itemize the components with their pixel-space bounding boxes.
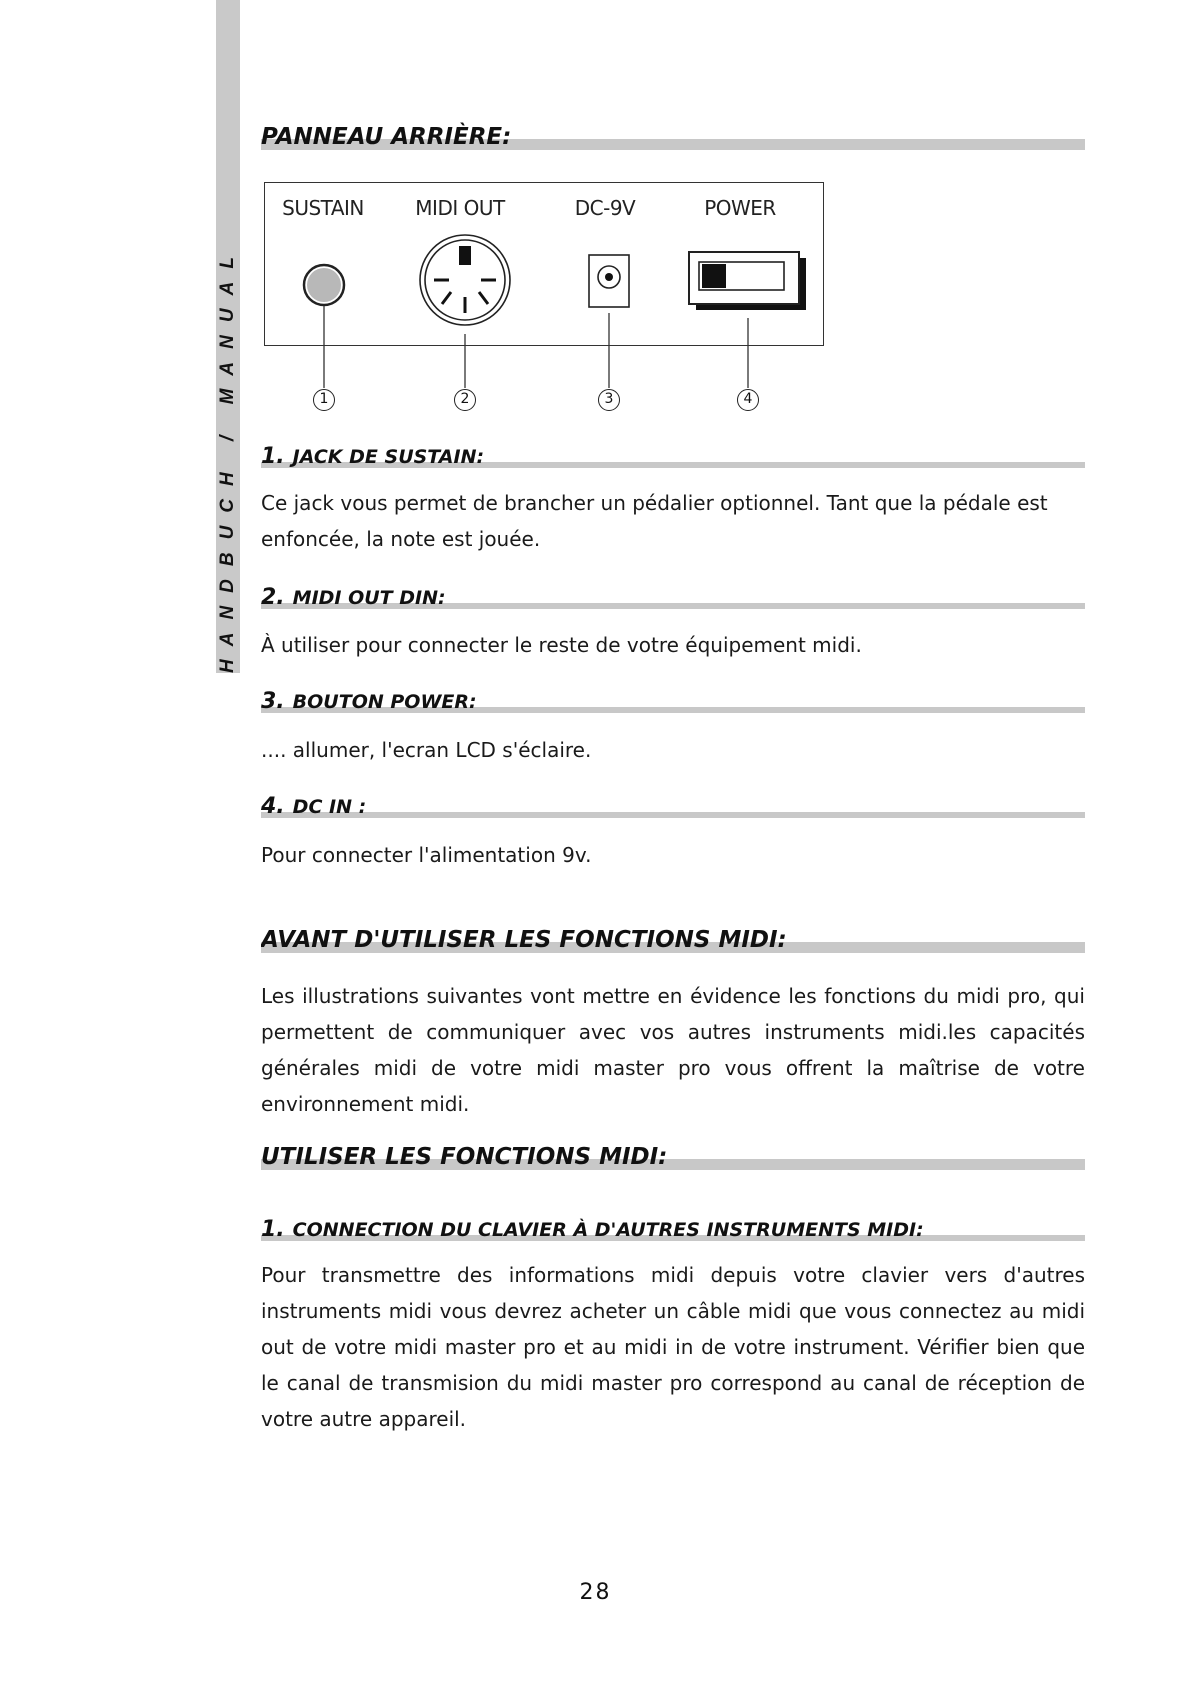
panel-label-power: POWER	[704, 196, 776, 220]
callout-4: 4	[737, 389, 759, 411]
subheading-bouton-power	[261, 689, 1085, 715]
sustain-jack-icon	[304, 265, 344, 305]
item-number: 3.	[261, 689, 285, 714]
sidebar-running-title: HANDBUCH / MANUAL	[217, 244, 238, 673]
item-title: JACK DE SUSTAIN:	[292, 446, 485, 468]
item-title: MIDI OUT DIN:	[292, 587, 446, 609]
section-heading-utiliser	[261, 1142, 1085, 1172]
subheading-midi-out-din	[261, 585, 1085, 611]
heading-text: AVANT D'UTILISER LES FONCTIONS MIDI:	[261, 927, 787, 953]
item-text-dc-in: Pour connecter l'alimentation 9v.	[261, 843, 592, 867]
section-heading-avant	[261, 925, 1085, 955]
subheading-dc-in	[261, 794, 1085, 820]
item-title: BOUTON POWER:	[292, 691, 477, 713]
avant-paragraph: Les illustrations suivantes vont mettre en évidence les fonctions du midi pro, qui permettent de communiquer avec vos autres instruments midi.les capacités générales midi de votre midi master pro vous offrent la maîtrise de votre environnement midi.	[261, 984, 1085, 1116]
item-number: 1.	[261, 1217, 285, 1242]
item-number: 2.	[261, 585, 285, 610]
callout-1: 1	[313, 389, 335, 411]
heading-text: PANNEAU ARRIÈRE:	[261, 124, 512, 150]
item-title: DC IN :	[292, 796, 367, 818]
item-text-midi-out-din: À utiliser pour connecter le reste de votre équipement midi.	[261, 633, 862, 657]
subheading-jack-sustain	[261, 444, 1085, 470]
item-title: CONNECTION DU CLAVIER À D'AUTRES INSTRUMENTS MIDI:	[292, 1219, 924, 1241]
item-text-jack-sustain: Ce jack vous permet de brancher un pédalier optionnel. Tant que la pédale est enfoncée, la note est jouée.	[261, 491, 1048, 551]
page-number: 28	[579, 1580, 612, 1605]
heading-underline-bar	[261, 812, 1085, 818]
callout-3: 3	[598, 389, 620, 411]
item-number: 1.	[261, 444, 285, 469]
panel-label-dc-9v: DC-9V	[574, 196, 636, 220]
subheading-connection-clavier	[261, 1217, 1085, 1243]
rear-panel-connectors	[0, 0, 1191, 420]
power-switch-icon	[689, 252, 806, 310]
midi-din-connector-icon	[420, 235, 510, 325]
callout-2: 2	[454, 389, 476, 411]
dc-jack-icon	[589, 255, 629, 307]
item-number: 4.	[261, 794, 285, 819]
item-text-bouton-power: .... allumer, l'ecran LCD s'éclaire.	[261, 738, 592, 762]
panel-label-midi-out: MIDI OUT	[415, 196, 505, 220]
panel-label-sustain: SUSTAIN	[282, 196, 364, 220]
heading-text: UTILISER LES FONCTIONS MIDI:	[261, 1144, 668, 1170]
connection-paragraph: Pour transmettre des informations midi depuis votre clavier vers d'autres instruments midi vous devrez acheter un câble midi que vous connectez au midi out de votre midi master pro et au midi in de votre instrument. Vérifier bien que le canal de transmision du midi master pro correspond au canal de réception de votre autre appareil.	[261, 1263, 1085, 1431]
